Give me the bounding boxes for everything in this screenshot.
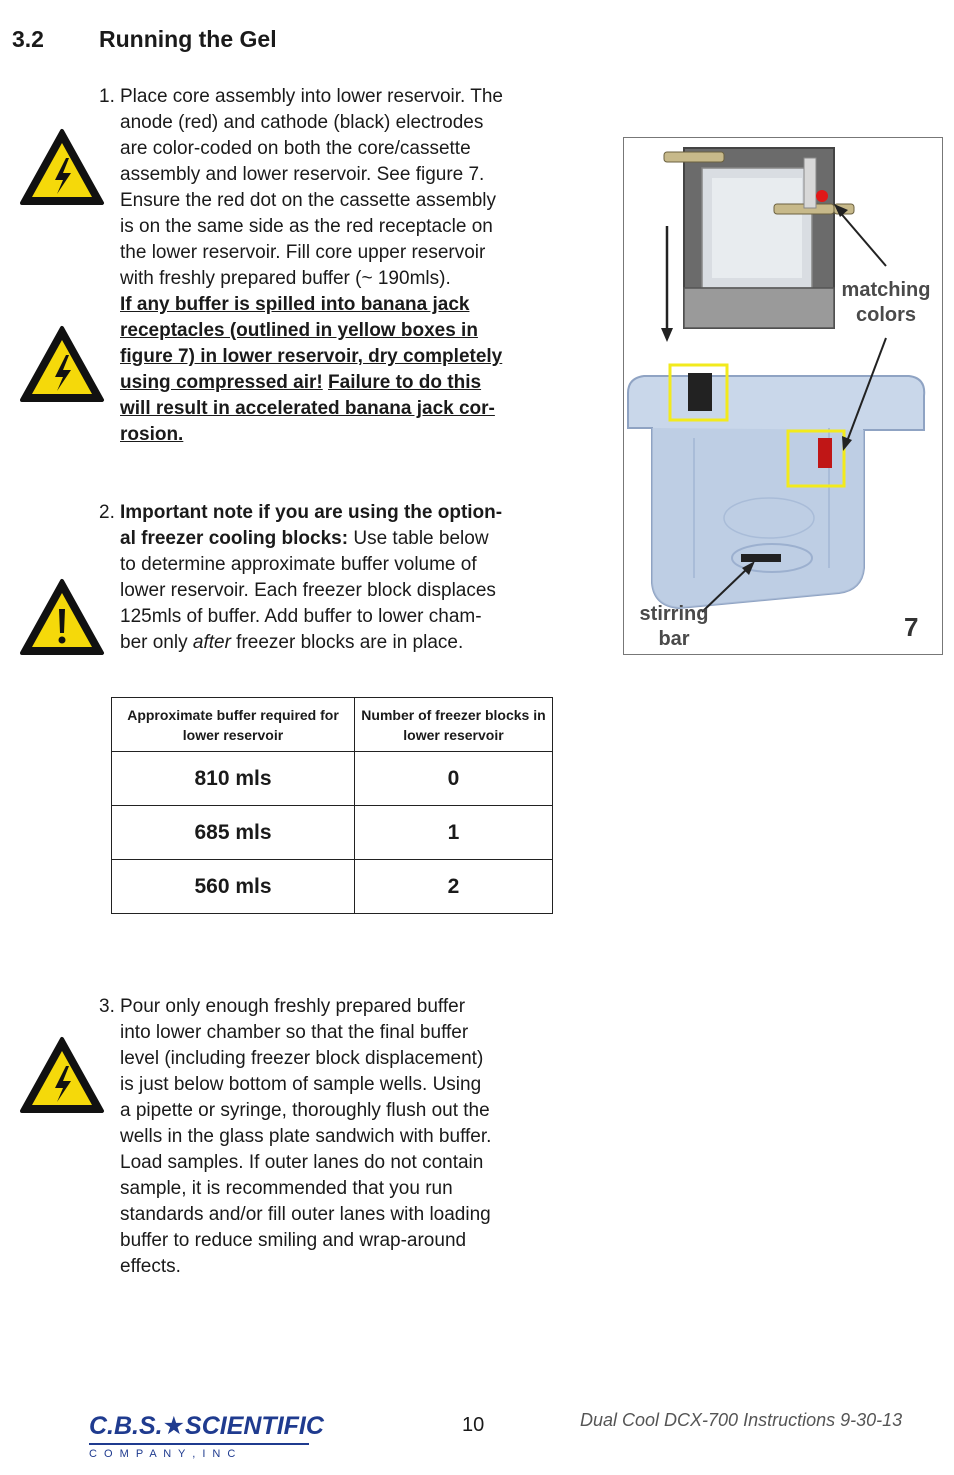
logo-divider	[89, 1443, 309, 1445]
table-cell: 685 mls	[112, 806, 355, 860]
label-line: bar	[658, 628, 690, 650]
column-header: Approximate buffer required for lower reservoir	[112, 698, 355, 752]
table-cell: 810 mls	[112, 752, 355, 806]
step-3-text	[120, 994, 570, 1280]
warning-line	[120, 370, 570, 396]
warning-text: using compressed air!	[120, 372, 323, 393]
text-line: sample, it is recommended that you run	[120, 1178, 453, 1199]
step-3-number: 3.	[99, 996, 115, 1017]
electrical-hazard-icon	[19, 128, 105, 206]
text-line: lower reservoir. Each freezer block displaces	[120, 580, 496, 601]
text-line: Ensure the red dot on the cassette assembly	[120, 190, 496, 211]
text-line: Load samples. If outer lanes do not contain	[120, 1152, 484, 1173]
note-label: al freezer cooling blocks:	[120, 528, 349, 549]
table-row	[112, 806, 553, 860]
warning-line: rosion.	[120, 424, 184, 445]
electrical-hazard-icon	[19, 1036, 105, 1114]
logo-subtitle: C O M P A N Y , I N C	[89, 1448, 238, 1460]
text-line	[120, 630, 570, 656]
apparatus-illustration	[624, 138, 942, 654]
label-line: matching	[841, 279, 931, 301]
text-line: the lower reservoir. Fill core upper reservoir	[120, 242, 486, 263]
text-line: standards and/or fill outer lanes with loading	[120, 1204, 491, 1225]
table-cell: 2	[355, 860, 553, 914]
company-logo	[89, 1412, 324, 1464]
text-line	[120, 526, 570, 552]
label-line: colors	[855, 304, 917, 326]
table-cell: 1	[355, 806, 553, 860]
table-header-row	[112, 698, 553, 752]
text-line: Important note if you are using the option-	[120, 502, 503, 523]
text-line: assembly and lower reservoir. See figure 7.	[120, 164, 485, 185]
text-segment: ber only	[120, 632, 193, 653]
figure-number: 7	[904, 612, 919, 642]
text-line: Pour only enough freshly prepared buffer	[120, 996, 466, 1017]
text-line: wells in the glass plate sandwich with buffer.	[120, 1126, 492, 1147]
step-1-text	[120, 84, 570, 448]
warning-text: Failure to do this	[328, 372, 482, 393]
text-segment: freezer blocks are in place.	[230, 632, 464, 653]
text-line: to determine approximate buffer volume of	[120, 554, 477, 575]
step-2-text	[120, 500, 570, 656]
label-line: stirring	[639, 603, 709, 625]
text-line: a pipette or syringe, thoroughly flush out the	[120, 1100, 490, 1121]
text-line: level (including freezer block displacement)	[120, 1048, 484, 1069]
text-line: anode (red) and cathode (black) electrodes	[120, 112, 484, 133]
page-number: 10	[462, 1414, 485, 1436]
text-line: is on the same side as the red receptacle on	[120, 216, 493, 237]
text-line: Place core assembly into lower reservoir. The	[120, 86, 503, 107]
text-line: with freshly prepared buffer (~ 190mls).	[120, 268, 451, 289]
section-title: Running the Gel	[99, 26, 277, 52]
figure-label-stirring-bar	[632, 602, 716, 652]
table-row	[112, 860, 553, 914]
column-header: Number of freezer blocks in lower reservoir	[355, 698, 553, 752]
document-title: Dual Cool DCX-700 Instructions 9-30-13	[580, 1410, 903, 1430]
electrical-hazard-icon	[19, 325, 105, 403]
text-line: is just below bottom of sample wells. Using	[120, 1074, 482, 1095]
figure-7	[623, 137, 943, 655]
text-line: buffer to reduce smiling and wrap-around	[120, 1230, 467, 1251]
figure-label-matching-colors	[836, 278, 936, 328]
step-2-number: 2.	[99, 502, 115, 523]
section-number: 3.2	[12, 26, 44, 52]
warning-line: receptacles (outlined in yellow boxes in	[120, 320, 478, 341]
text-line: 125mls of buffer. Add buffer to lower cham-	[120, 606, 482, 627]
buffer-table	[111, 697, 553, 914]
caution-icon	[19, 578, 105, 656]
text-line: effects.	[120, 1256, 181, 1277]
warning-line: will result in accelerated banana jack cor-	[120, 398, 495, 419]
text-line: into lower chamber so that the final buffer	[120, 1022, 469, 1043]
logo-wordmark: C.B.S.★SCIENTIFIC	[89, 1412, 324, 1440]
table-cell: 560 mls	[112, 860, 355, 914]
warning-line: figure 7) in lower reservoir, dry completely	[120, 346, 503, 367]
warning-line: If any buffer is spilled into banana jack	[120, 294, 470, 315]
italic-text: after	[192, 632, 231, 653]
step-1-number: 1.	[99, 86, 115, 107]
table-row	[112, 752, 553, 806]
text-line: are color-coded on both the core/cassette	[120, 138, 471, 159]
note-text: Use table below	[348, 528, 489, 549]
table-cell: 0	[355, 752, 553, 806]
